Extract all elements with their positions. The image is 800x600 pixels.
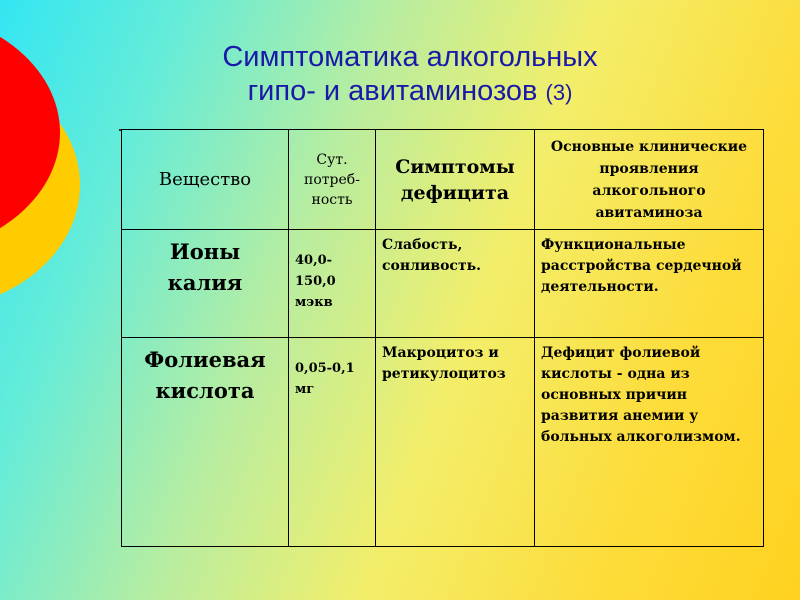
header-symptoms: Симптомы дефицита bbox=[376, 130, 535, 230]
slide-title bbox=[140, 40, 680, 110]
cell-symptoms: Слабость, сонливость. bbox=[376, 230, 535, 338]
table-row bbox=[122, 338, 764, 547]
table-header-row bbox=[122, 130, 764, 230]
header-daily-need: Сут. потреб- ность bbox=[289, 130, 376, 230]
cell-manifestations: Дефицит фолиевой кислоты - одна из основных причин развития анемии у больных алкоголизмом. bbox=[535, 338, 764, 547]
header-clinical-manifestations: Основные клинические проявления алкогольного авитаминоза bbox=[535, 130, 764, 230]
cell-substance: Ионы калия bbox=[122, 230, 289, 338]
cell-daily-need: 40,0-150,0 мэкв bbox=[289, 230, 376, 338]
slide-title-line1: Симптоматика алкогольных bbox=[222, 41, 598, 73]
cell-manifestations: Функциональные расстройства сердечной деятельности. bbox=[535, 230, 764, 338]
slide-title-line2 bbox=[140, 74, 680, 110]
vitamin-deficiency-table bbox=[121, 129, 764, 547]
cell-symptoms: Макроцитоз и ретикулоцитоз bbox=[376, 338, 535, 547]
slide-title-suffix: (3) bbox=[545, 80, 573, 105]
table-row bbox=[122, 230, 764, 338]
cell-daily-need: 0,05-0,1 мг bbox=[289, 338, 376, 547]
slide-title-main: гипо- и авитаминозов bbox=[247, 75, 538, 107]
cell-substance: Фолиевая кислота bbox=[122, 338, 289, 547]
header-substance: Вещество bbox=[122, 130, 289, 230]
